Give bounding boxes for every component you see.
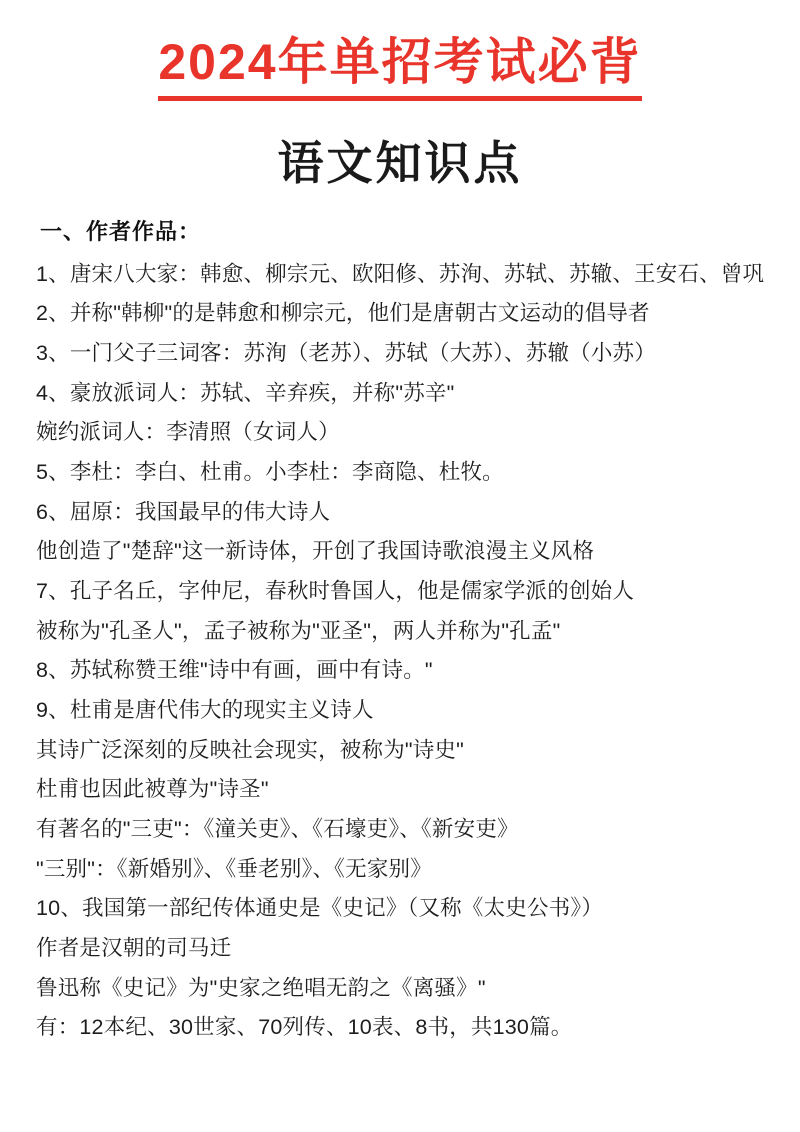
list-item: 其诗广泛深刻的反映社会现实，被称为"诗史" bbox=[36, 737, 464, 762]
list-item: 被称为"孔圣人"，孟子被称为"亚圣"，两人并称为"孔孟" bbox=[36, 618, 561, 643]
list-item: 5、李杜：李白、杜甫。小李杜：李商隐、杜牧。 bbox=[36, 459, 504, 484]
list-item: 作者是汉朝的司马迁 bbox=[36, 935, 232, 960]
list-item: 有著名的"三吏"：《潼关吏》、《石壕吏》、《新安吏》 bbox=[36, 816, 519, 841]
list-item: 3、一门父子三词客：苏洵（老苏）、苏轼（大苏）、苏辙（小苏） bbox=[36, 340, 656, 365]
section-heading: 一、作者作品： bbox=[40, 218, 202, 244]
page-title: 2024年单招考试必背 bbox=[158, 34, 641, 101]
list-item: 4、豪放派词人：苏轼、辛弃疾，并称"苏辛" bbox=[36, 380, 455, 405]
page-subtitle: 语文知识点 bbox=[277, 136, 523, 189]
list-item: 10、我国第一部纪传体通史是《史记》（又称《太史公书》） bbox=[36, 896, 604, 921]
list-item: 9、杜甫是唐代伟大的现实主义诗人 bbox=[36, 697, 374, 722]
list-item: 鲁迅称《史记》为"史家之绝唱无韵之《离骚》" bbox=[36, 975, 486, 1000]
list-item: "三别"：《新婚别》、《垂老别》、《无家别》 bbox=[36, 856, 432, 881]
list-item: 8、苏轼称赞王维"诗中有画，画中有诗。" bbox=[36, 658, 433, 683]
list-item: 1、唐宋八大家：韩愈、柳宗元、欧阳修、苏洵、苏轼、苏辙、王安石、曾巩 bbox=[36, 261, 765, 286]
list-item: 杜甫也因此被尊为"诗圣" bbox=[36, 777, 269, 802]
content-list bbox=[34, 258, 766, 1044]
list-item: 6、屈原：我国最早的伟大诗人 bbox=[36, 499, 331, 524]
list-item: 他创造了"楚辞"这一新诗体，开创了我国诗歌浪漫主义风格 bbox=[36, 539, 595, 564]
title-container bbox=[34, 34, 766, 101]
list-item: 2、并称"韩柳"的是韩愈和柳宗元，他们是唐朝古文运动的倡导者 bbox=[36, 301, 650, 326]
list-item: 婉约派词人：李清照（女词人） bbox=[36, 420, 340, 445]
list-item: 7、孔子名丘，字仲尼，春秋时鲁国人，他是儒家学派的创始人 bbox=[36, 578, 635, 603]
list-item: 有：12本纪、30世家、70列传、10表、8书，共130篇。 bbox=[36, 1015, 573, 1040]
